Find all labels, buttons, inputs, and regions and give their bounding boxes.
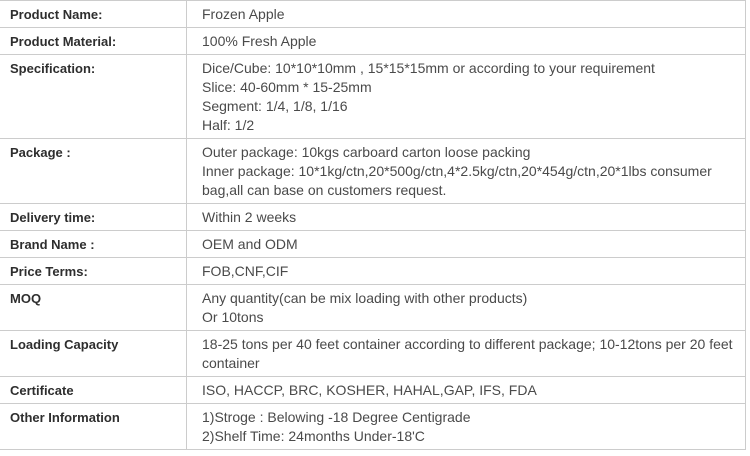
table-row [0,285,745,331]
row-value [187,404,745,449]
table-row [0,204,745,231]
row-value [187,139,745,203]
row-value [187,231,745,257]
table-row [0,231,745,258]
value-line: Half: 1/2 [202,117,255,133]
row-label: Price Terms: [0,258,187,284]
row-label: Brand Name : [0,231,187,257]
row-label: Delivery time: [0,204,187,230]
value-line: FOB,CNF,CIF [202,263,289,279]
row-value [187,331,745,376]
value-line: 18-25 tons per 40 feet container according to different package; 10-12tons per 20 feet container [202,336,733,371]
row-label: Certificate [0,377,187,403]
value-line: Segment: 1/4, 1/8, 1/16 [202,98,348,114]
value-line: Inner package: 10*1kg/ctn,20*500g/ctn,4*2.5kg/ctn,20*454g/ctn,20*1lbs consumer bag,all can base on customers request. [202,163,712,198]
row-label: MOQ [0,285,187,330]
row-label: Loading Capacity [0,331,187,376]
row-label: Package : [0,139,187,203]
value-line: 100% Fresh Apple [202,33,317,49]
row-value [187,55,745,138]
row-value [187,204,745,230]
value-line: 1)Stroge : Belowing -18 Degree Centigrade [202,409,471,425]
row-label: Product Name: [0,1,187,27]
value-line: Frozen Apple [202,6,285,22]
value-line: 2)Shelf Time: 24months Under-18'C [202,428,425,444]
table-row [0,258,745,285]
row-value [187,28,745,54]
value-line: OEM and ODM [202,236,298,252]
table-row [0,377,745,404]
value-line: Slice: 40-60mm * 15-25mm [202,79,372,95]
row-value [187,285,745,330]
row-value [187,258,745,284]
value-line: ISO, HACCP, BRC, KOSHER, HAHAL,GAP, IFS, FDA [202,382,537,398]
value-line: Outer package: 10kgs carboard carton loose packing [202,144,531,160]
value-line: Or 10tons [202,309,264,325]
row-label: Other Information [0,404,187,449]
table-row [0,331,745,377]
table-row [0,55,745,139]
table-row [0,404,745,450]
value-line: Within 2 weeks [202,209,297,225]
row-label: Specification: [0,55,187,138]
table-row [0,1,745,28]
value-line: Dice/Cube: 10*10*10mm , 15*15*15mm or according to your requirement [202,60,655,76]
value-line: Any quantity(can be mix loading with other products) [202,290,528,306]
row-label: Product Material: [0,28,187,54]
row-value [187,377,745,403]
table-row [0,139,745,204]
row-value [187,1,745,27]
table-row [0,28,745,55]
